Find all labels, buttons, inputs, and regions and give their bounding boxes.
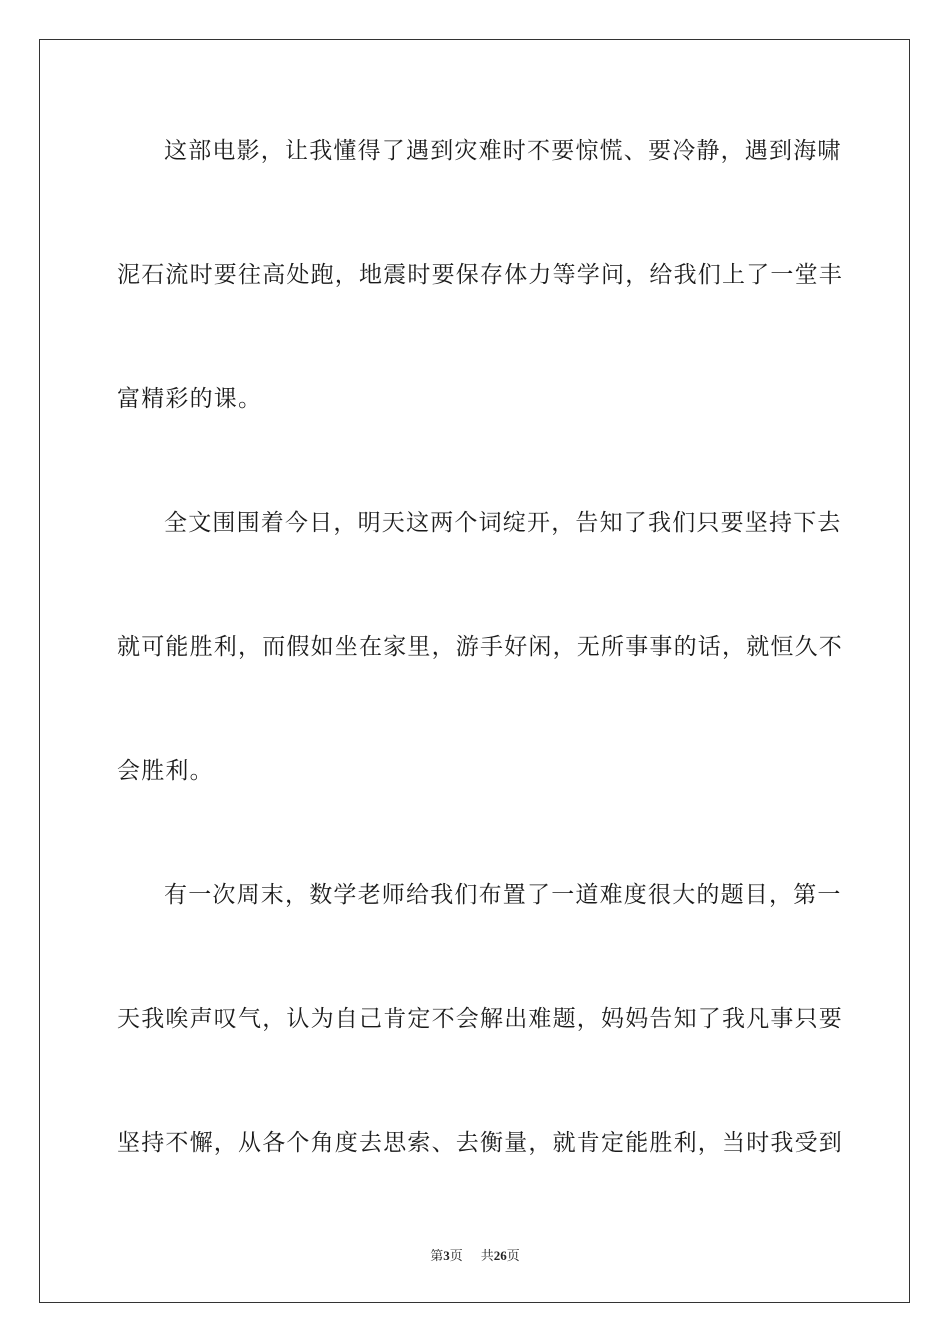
paragraph-2-line-2: 就可能胜利，而假如坐在家里，游手好闲，无所事事的话，就恒久不 xyxy=(117,634,843,660)
paragraph-3-line-3: 坚持不懈，从各个角度去思索、去衡量，就肯定能胜利，当时我受到 xyxy=(117,1130,843,1156)
paragraph-3-line-1: 有一次周末，数学老师给我们布置了一道难度很大的题目，第一 xyxy=(164,882,842,908)
footer-total-pages: 26 xyxy=(493,1248,507,1263)
footer-total-suffix: 页 xyxy=(506,1249,520,1264)
paragraph-3-line-2: 天我唉声叹气，认为自己肯定不会解出难题，妈妈告知了我凡事只要 xyxy=(117,1006,843,1032)
footer-page-prefix: 第 xyxy=(430,1249,444,1264)
footer-total-prefix: 共 xyxy=(480,1249,494,1264)
paragraph-2-line-1: 全文围围着今日，明天这两个词绽开，告知了我们只要坚持下去 xyxy=(164,510,842,536)
footer-page-number: 3 xyxy=(443,1248,450,1263)
paragraph-2-line-3: 会胜利。 xyxy=(117,758,214,784)
footer-page-suffix: 页 xyxy=(449,1249,463,1264)
page-border xyxy=(39,39,910,1303)
paragraph-1-line-3: 富精彩的课。 xyxy=(117,386,263,412)
page-footer xyxy=(0,1247,950,1266)
paragraph-1-line-1: 这部电影，让我懂得了遇到灾难时不要惊慌、要冷静，遇到海啸 xyxy=(164,138,842,164)
paragraph-1-line-2: 泥石流时要往高处跑，地震时要保存体力等学问，给我们上了一堂丰 xyxy=(117,262,843,288)
